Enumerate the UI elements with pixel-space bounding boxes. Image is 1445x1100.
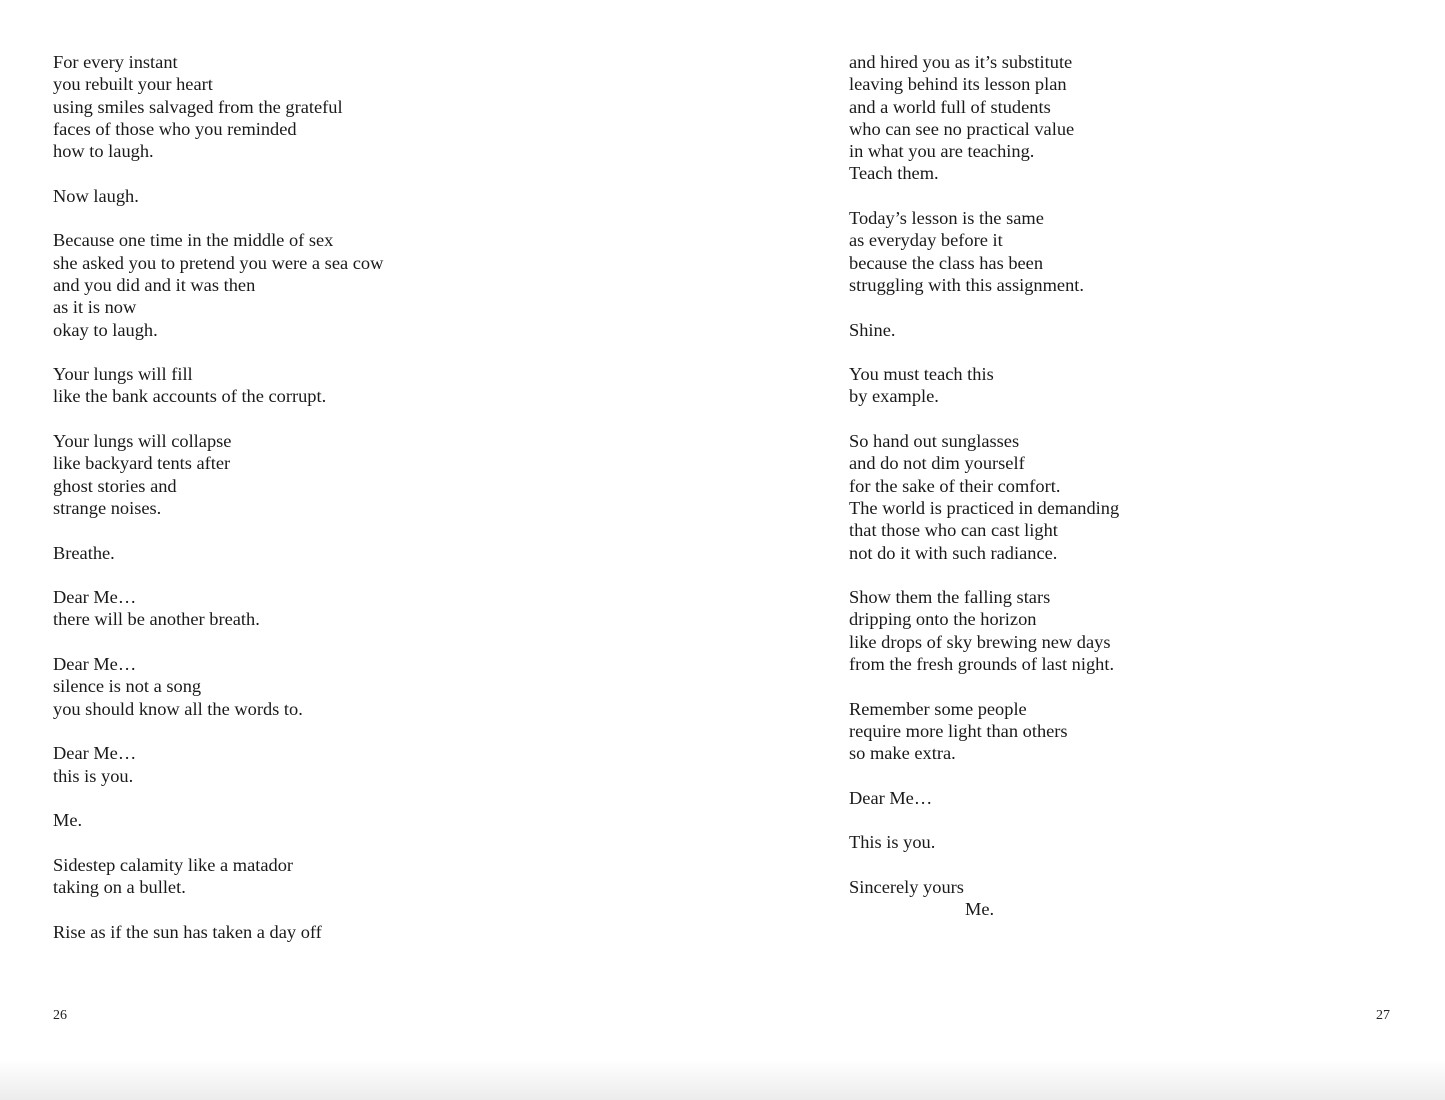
poem-stanza [53,430,693,519]
poem-line: Your lungs will collapse [53,431,232,452]
poem-line: Dear Me… [53,654,137,675]
page-number-left: 26 [53,1008,67,1023]
poem-line: that those who can cast light [849,520,1058,541]
poem-line: using smiles salvaged from the grateful [53,96,343,117]
poem-line: you rebuilt your heart [53,74,213,95]
poem-line: and do not dim yourself [849,453,1025,474]
poem-line: The world is practiced in demanding [849,497,1120,518]
poem-line: Show them the falling stars [849,587,1051,608]
poem-stanza [849,831,1409,853]
page-bottom-shadow [0,1060,1445,1100]
poem-line: taking on a bullet. [53,876,186,897]
poem-line: like backyard tents after [53,453,231,474]
poem-stanza [53,809,693,831]
poem-line: For every instant [53,52,178,72]
poem-line: Rise as if the sun has taken a day off [53,921,322,942]
poem-line: she asked you to pretend you were a sea cow [53,252,384,273]
poem-stanza [53,653,693,720]
poem-line: Dear Me… [53,587,137,608]
poem-line: and you did and it was then [53,274,256,295]
poem-stanza [53,185,693,207]
poem-line: dripping onto the horizon [849,609,1037,630]
poem-stanza [849,586,1409,675]
poem-line: Me. [53,810,83,831]
poem-line: silence is not a song [53,676,202,697]
poem-line: Dear Me… [53,743,137,764]
poem-stanza [53,229,693,340]
poem-stanza [849,363,1409,408]
page-number-right: 27 [1376,1008,1390,1023]
poem-line: Sidestep calamity like a matador [53,854,294,875]
poem-stanza [849,51,1409,185]
poem-line: like the bank accounts of the corrupt. [53,386,327,407]
poem-line: so make extra. [849,743,956,764]
poem-line: there will be another breath. [53,609,260,630]
poem-line: Today’s lesson is the same [849,208,1044,229]
poem-line: by example. [849,386,939,407]
poem-line: Because one time in the middle of sex [53,230,334,251]
poem-line: and a world full of students [849,96,1051,117]
poem-stanza [53,542,693,564]
poem-stanza [53,921,693,943]
poem-line: as it is now [53,297,137,318]
poem-line: struggling with this assignment. [849,274,1084,295]
poem-line: as everyday before it [849,230,1003,251]
poem-line: Remember some people [849,698,1027,719]
closing-line: Sincerely yours [849,876,964,897]
right-page-text [849,51,1409,943]
poem-line: Teach them. [849,163,939,184]
poem-stanza [849,207,1409,296]
poem-line: okay to laugh. [53,319,158,340]
poem-line: leaving behind its lesson plan [849,74,1067,95]
poem-line: like drops of sky brewing new days [849,631,1111,652]
poem-line: for the sake of their comfort. [849,475,1061,496]
poem-line: strange noises. [53,497,162,518]
poem-stanza [849,430,1409,564]
poem-stanza [53,51,693,162]
poem-line: Dear Me… [849,787,933,808]
poem-line: this is you. [53,765,134,786]
poem-line: from the fresh grounds of last night. [849,654,1115,675]
poem-stanza [53,854,693,899]
poem-line: You must teach this [849,364,994,385]
poem-line: how to laugh. [53,141,154,162]
poem-stanza [53,586,693,631]
poem-line: Your lungs will fill [53,364,193,385]
poem-line: Breathe. [53,542,115,563]
poem-line: require more light than others [849,720,1068,741]
poem-line: you should know all the words to. [53,698,303,719]
poem-line: because the class has been [849,252,1044,273]
poem-stanza [53,363,693,408]
poem-stanza [849,787,1409,809]
poem-stanza [849,319,1409,341]
poem-line: faces of those who you reminded [53,118,297,139]
poem-line: ghost stories and [53,475,177,496]
poem-line: Now laugh. [53,185,139,206]
left-page-text [53,51,693,965]
poem-line: who can see no practical value [849,118,1075,139]
closing-stanza [849,876,1409,921]
poem-stanza [849,698,1409,765]
poem-stanza [53,742,693,787]
poem-line: Shine. [849,319,896,340]
poem-line: So hand out sunglasses [849,431,1020,452]
poem-line: in what you are teaching. [849,141,1035,162]
signature: Me. [965,899,995,920]
poem-line: and hired you as it’s substitute [849,52,1073,72]
poem-line: This is you. [849,832,936,853]
poem-line: not do it with such radiance. [849,542,1058,563]
